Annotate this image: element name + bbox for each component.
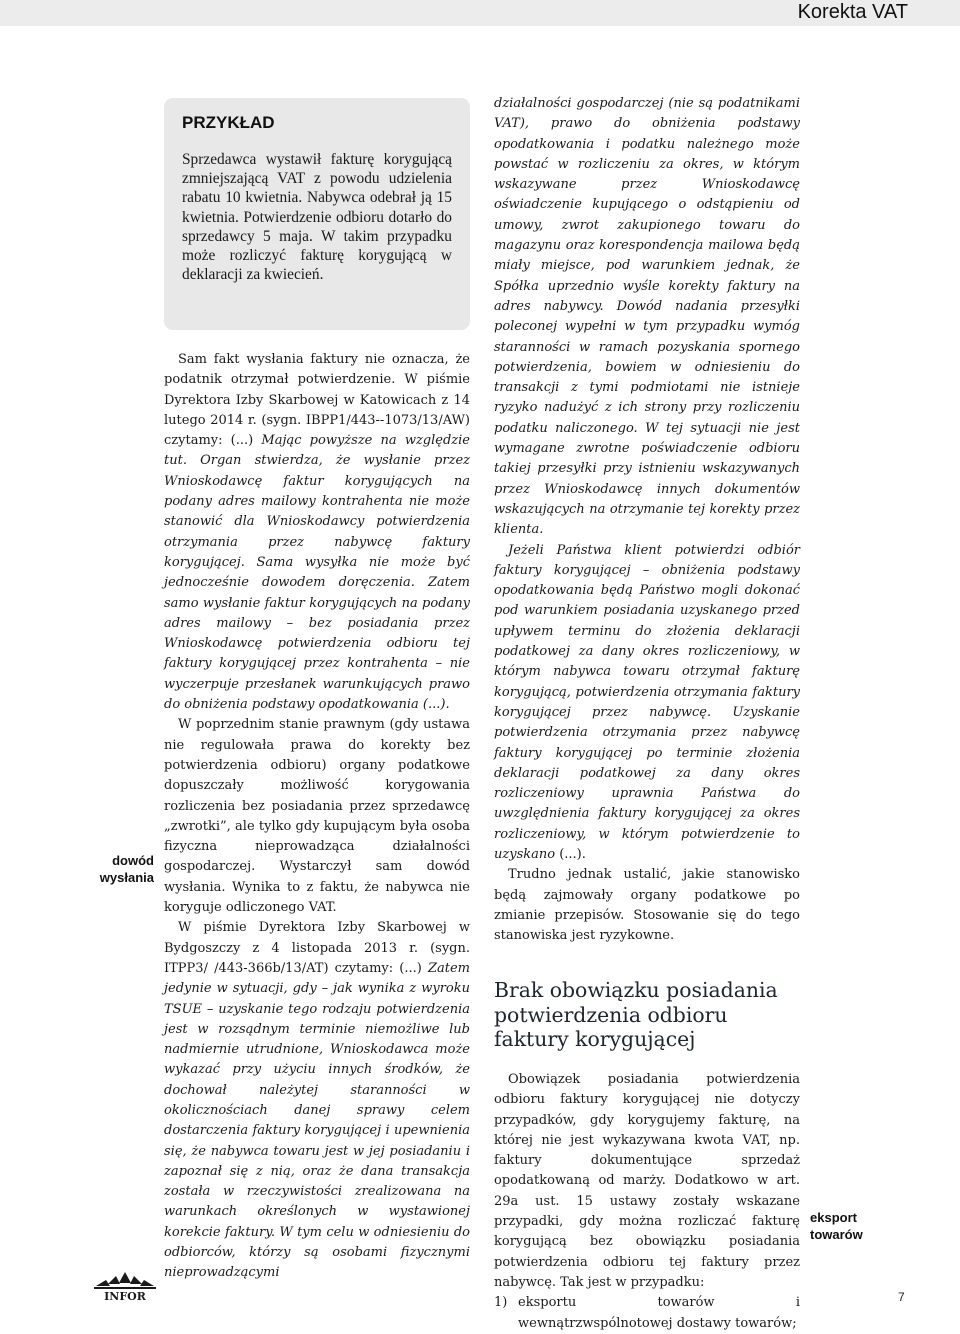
margin-label-eksport-towarow: eksport towarów: [810, 1210, 863, 1242]
list-item: [494, 1293, 800, 1334]
quote-text: Zatem jedynie w sytuacji, gdy – jak wynika z wyroku TSUE – uzyskanie tego rodzaju potwierdzenia jest w rozsądnym terminie niemożliwe lub nadmiernie utrudnione, Wnioskodawca może wykazać przy użyciu innych środków, że dochował należytej staranności w okolicznościach danej sprawy celem dostarczenia faktury korygującej i upewnienia się, że nabywca towaru jest w jej posiadaniu i zapoznał się z nią, oraz że dana transakcja została w rzeczywistości zrealizowana na warunkach określonych w wystawionej korekcie faktury. W tym celu w odniesieniu do odbiorców, którzy są osobami fizycznymi nieprowadzącymi: [164, 960, 470, 1281]
quote-text: Mając powyższe na względzie tut. Organ stwierdza, że wysłanie przez Wnioskodawcę faktur korygujących na podany adres mailowy kontrahenta nie może stanowić dla Wnioskodawcy potwierdzenia otrzymania przez nabywcę faktury korygującej. Sama wysyłka nie może być jednocześnie dowodem doręczenia. Zatem samo wysłanie faktur korygujących na podany adres mailowy – bez posiadania przez Wnioskodawcę potwierdzenia odbioru tej faktury korygującej przez kontrahenta – nie wyczerpuje przesłanek warunkujących prawo do obniżenia podstawy opodatkowania (...).: [164, 433, 471, 713]
section-heading: Brak obowiązku posiadania potwierdzenia odbioru faktury korygującej: [494, 978, 778, 1052]
paragraph-trudno: Trudno jednak ustalić, jakie stanowisko będą zajmowały organy podatkowe po zmianie przepisów. Stosowanie się do tego stanowiska jest ryzykowne.: [494, 867, 800, 944]
example-box-text: Sprzedawca wystawił fakturę korygującą zmniejszającą VAT z powodu udzielenia rabatu 10 kwietnia. Nabywca odebrał ją 15 kwietnia. Potwierdzenie odbioru dotarło do sprzedawcy 5 maja. W takim przypadku może rozliczyć fakturę korygującą w deklaracji za kwiecień.: [182, 151, 452, 284]
header-bar: [0, 0, 960, 26]
column-right: [494, 94, 800, 1334]
page-number: 7: [898, 1290, 905, 1304]
quote-continuation: działalności gospodarczej (nie są podatnikami VAT), prawo do obniżenia podstawy opodatkowania i podatku należnego może powstać w rozliczeniu za okres, w którym wskazywane przez Wnioskodawcę oświadczenie kupującego o odstąpieniu od umowy, zwrot zakupionego towaru do magazynu oraz korespondencja mailowa będą miały miejsce, pod warunkiem jednak, że Spółka uprzednio wyśle korekty faktury na adres nabywcy. Dowód nadania przesyłki poleconej wypełni w tym przypadku wymóg staranności w ramach pozyskania spornego potwierdzenia, bowiem w odniesieniu do transakcji z tymi podmiotami nie istnieje ryzyko nadużyć z ich strony przy rozliczeniu podatku naliczonego. W tej sytuacji nie jest wymagane zwrotne poświadczenie odbioru takiej przesyłki przy istnieniu wskazywanych przez Wnioskodawcę innych dokumentów wskazujących na otrzymanie tej korekty przez klienta.: [494, 96, 800, 538]
list-item-number: 1): [494, 1295, 508, 1311]
logo-text: INFOR: [104, 1290, 146, 1302]
paragraph-jezeli: [494, 541, 800, 866]
example-box: [164, 98, 470, 330]
margin-label-dowod-wyslania: dowód wysłania: [99, 853, 154, 885]
example-box-title: PRZYKŁAD: [182, 113, 275, 132]
quote-text: Jeżeli Państwa klient potwierdzi odbiór faktury korygującej – obniżenia podstawy opodatkowania będą Państwo mogli dokonać pod warunkiem posiadania uzyskanego przed upływem terminu do złożenia deklaracji podatkowej za dany okres rozliczeniowy, w którym nabywca towaru otrzymał fakturę korygującą, potwierdzenia otrzymania faktury korygującej przez nabywcę. Uzyskanie potwierdzenia otrzymania przez nabywcę faktury korygującej po terminie złożenia deklaracji podatkowej za dany okres rozliczeniowy uprawnia Państwa do uwzględnienia faktury korygującej za okres rozliczeniowy, w którym potwierdzenie to uzyskano: [494, 542, 800, 862]
paragraph-previous-law: W poprzednim stanie prawnym (gdy ustawa nie regulowała prawa do korekty bez potwierdzenia odbioru) organy podatkowe dopuszczały możliwość korygowania rozliczenia bez posiadania przez sprzedawcę „zwrotki”, ale tylko gdy kupującym była osoba fizyczna nieprowadząca działalności gospodarczej. Wystarczył sam dowód wysłania. Wynika to z faktu, że nabywca nie koryguje odliczonego VAT.: [164, 717, 470, 916]
quote-tail: (...).: [555, 846, 586, 862]
paragraph-bydgoszcz: [164, 918, 470, 1283]
paragraph-katowice: [164, 350, 470, 715]
paragraph-obowiazek: Obowiązek posiadania potwierdzenia odbioru faktury korygującej nie dotyczy przypadków, gdy korygujemy fakturę, na której nie jest wykazywana kwota VAT, np. faktury dokumentujące sprzedaż opodatkowaną od marży. Dodatkowo w art. 29a ust. 15 ustawy zostały wskazane przypadki, gdy można rozliczać fakturę korygującą bez obowiązku posiadania potwierdzenia odbioru tej faktury przez nabywcę. Tak jest w przypadku:: [494, 1071, 800, 1290]
paragraph-text: W piśmie Dyrektora Izby Skarbowej w Bydgoszczy z 4 listopada 2013 r. (sygn. ITPP3/ /443-366b/13/AT) czytamy: (...): [164, 920, 470, 976]
running-header-title: Korekta VAT: [797, 1, 908, 23]
column-left: [164, 350, 470, 1284]
infor-logo: [86, 1270, 164, 1302]
paragraph-text: Sam fakt wysłania faktury nie oznacza, że podatnik otrzymał potwierdzenie. W piśmie Dyrektora Izby Skarbowej w Katowicach z 14 lutego 2014 r. (sygn. IBPP1/443--1073/13/AW) czytamy: (...): [164, 352, 470, 449]
list-item-text: eksportu towarów i wewnątrzwspólnotowej dostawy towarów;: [518, 1295, 800, 1331]
